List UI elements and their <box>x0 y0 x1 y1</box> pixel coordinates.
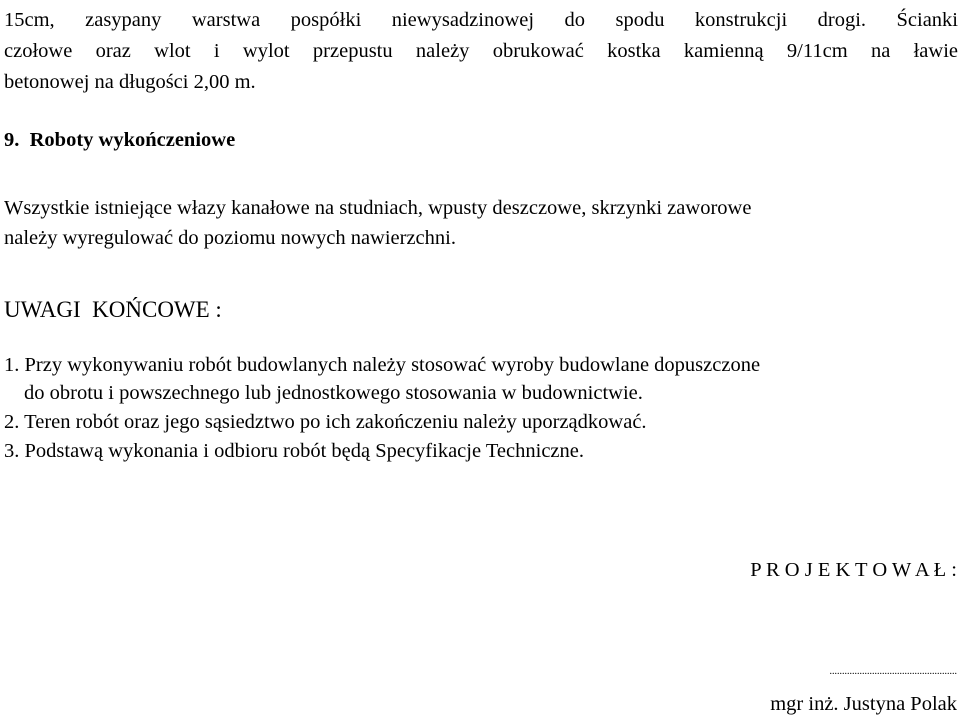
list-item: 2. Teren robót oraz jego sąsiedztwo po ich zakończeniu należy uporządkować. <box>4 411 647 433</box>
paragraph-line: 15cm, zasypany warstwa pospółki niewysadzinowej do spodu konstrukcji drogi. Ścianki <box>4 9 958 31</box>
list-item-continuation: do obrotu i powszechnego lub jednostkowego stosowania w budownictwie. <box>24 382 643 404</box>
section-heading: 9. Roboty wykończeniowe <box>4 129 236 151</box>
paragraph-line: należy wyregulować do poziomu nowych nawierzchni. <box>4 227 456 249</box>
designer-label: P R O J E K T O W A Ł : <box>750 559 957 581</box>
designer-name: mgr inż. Justyna Polak <box>770 693 957 715</box>
paragraph-line: Wszystkie istniejące włazy kanałowe na studniach, wpusty deszczowe, skrzynki zaworowe <box>4 197 752 219</box>
paragraph-line: betonowej na długości 2,00 m. <box>4 71 256 93</box>
signature-dots: ................................................... <box>829 666 957 677</box>
remarks-heading: UWAGI KOŃCOWE : <box>4 297 222 322</box>
list-item: 3. Podstawą wykonania i odbioru robót będą Specyfikacje Techniczne. <box>4 440 584 462</box>
paragraph-line: czołowe oraz wlot i wylot przepustu należy obrukować kostka kamienną 9/11cm na ławie <box>4 40 958 62</box>
list-item: 1. Przy wykonywaniu robót budowlanych należy stosować wyroby budowlane dopuszczone <box>4 354 761 376</box>
